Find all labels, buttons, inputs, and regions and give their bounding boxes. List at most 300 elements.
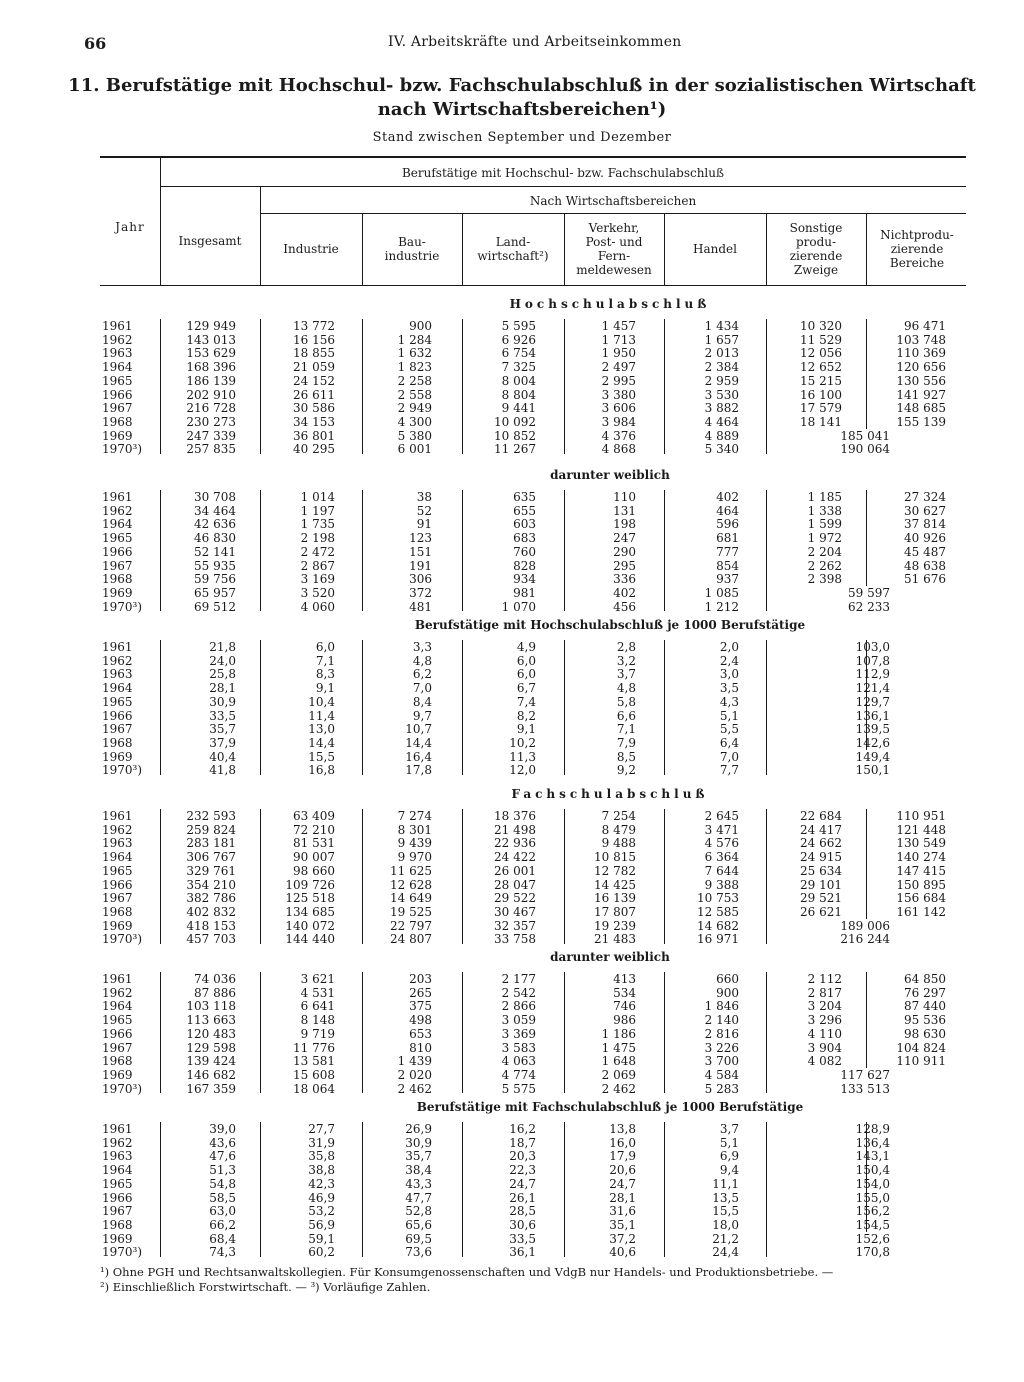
value-cell: 17 807: [594, 904, 636, 919]
value-cell: 934: [513, 572, 536, 587]
table-row: [0, 1191, 1024, 1205]
value-cell: 9 441: [501, 401, 536, 416]
value-cell: 24 417: [800, 822, 842, 837]
value-cell: 3 530: [704, 387, 739, 402]
year-cell: 1963: [102, 1149, 133, 1164]
table-row: [0, 1082, 1024, 1096]
value-cell: 90 007: [293, 850, 335, 865]
year-cell: 1963: [102, 667, 133, 682]
value-cell: 54,8: [209, 1176, 236, 1191]
table-row: [0, 1245, 1024, 1259]
value-cell: 1 823: [397, 360, 432, 375]
value-cell: 2 816: [704, 1026, 739, 1041]
value-cell: 413: [613, 972, 636, 986]
value-cell: 6,0: [516, 653, 536, 668]
value-cell: 1 338: [807, 503, 842, 518]
value-cell: 7,4: [516, 694, 536, 709]
value-cell: 12 056: [800, 346, 842, 361]
value-cell: 140 072: [285, 918, 335, 933]
value-cell: 10 815: [594, 850, 636, 865]
value-cell: 1 475: [601, 1040, 636, 1055]
value-cell: 59,1: [308, 1231, 335, 1246]
value-cell: 129 949: [186, 319, 236, 333]
value-cell: 12 782: [594, 863, 636, 878]
value-cell: 354 210: [186, 877, 236, 892]
value-cell: 56,9: [308, 1217, 335, 1232]
value-cell: 4 063: [501, 1054, 536, 1069]
value-cell: 4 376: [601, 428, 636, 443]
value-cell: 156,2: [855, 1204, 890, 1219]
value-cell: 3 380: [601, 387, 636, 402]
value-cell: 336: [613, 572, 636, 587]
year-cell: 1967: [102, 558, 133, 573]
table-row: [0, 333, 1024, 347]
value-cell: 7 254: [601, 809, 636, 823]
value-cell: 683: [513, 531, 536, 546]
value-cell: 46 830: [194, 531, 236, 546]
value-cell: 3 700: [704, 1054, 739, 1069]
value-cell: 153 629: [186, 346, 236, 361]
year-cell: 1968: [102, 572, 133, 587]
value-cell: 17,8: [405, 763, 432, 778]
value-cell: 24 915: [800, 850, 842, 865]
year-cell: 1968: [102, 1217, 133, 1232]
value-cell: 6,4: [719, 735, 739, 750]
value-cell: 603: [513, 517, 536, 532]
header-group: Berufstätige mit Hochschul- bzw. Fachschulabschluß: [401, 166, 725, 180]
year-cell: 1970³): [102, 1245, 143, 1260]
value-cell: 259 824: [186, 822, 236, 837]
value-cell: 3 296: [807, 1013, 842, 1028]
year-cell: 1961: [102, 809, 133, 823]
table-title: [60, 74, 984, 122]
value-cell: 4,9: [516, 640, 536, 654]
year-cell: 1970³): [102, 599, 143, 614]
value-cell: 52: [416, 503, 432, 518]
value-cell: 98 630: [904, 1026, 946, 1041]
value-cell: 30,6: [509, 1217, 536, 1232]
value-cell: 121,4: [855, 681, 890, 696]
value-cell: 69,5: [405, 1231, 432, 1246]
value-cell: 7,1: [616, 722, 636, 737]
value-cell: 10,7: [405, 722, 432, 737]
value-cell: 28,5: [509, 1204, 536, 1219]
value-cell: 1 457: [601, 319, 636, 333]
value-cell: 18,7: [509, 1135, 536, 1150]
value-cell: 4 300: [397, 414, 432, 429]
header-divider-5: [766, 213, 767, 285]
value-cell: 418 153: [186, 918, 236, 933]
value-cell: 3 204: [807, 999, 842, 1014]
value-cell: 20,6: [609, 1163, 636, 1178]
table-row: [0, 1218, 1024, 1232]
year-cell: 1961: [102, 1122, 133, 1136]
value-cell: 4 110: [807, 1026, 842, 1041]
value-cell: 9 719: [300, 1026, 335, 1041]
value-cell: 402 832: [186, 904, 236, 919]
value-cell: 87 886: [194, 985, 236, 1000]
value-cell: 28 047: [494, 877, 536, 892]
value-cell: 2,0: [719, 640, 739, 654]
value-cell: 24,4: [712, 1245, 739, 1260]
year-cell: 1965: [102, 373, 133, 388]
value-cell: 202 910: [186, 387, 236, 402]
value-cell: 186 139: [186, 373, 236, 388]
value-cell: 17 579: [800, 401, 842, 416]
year-cell: 1970³): [102, 932, 143, 947]
year-cell: 1964: [102, 360, 133, 375]
value-cell: 22 684: [800, 809, 842, 823]
value-cell: 464: [716, 503, 739, 518]
header-group-rule: [160, 186, 966, 187]
year-cell: 1961: [102, 640, 133, 654]
value-cell: 21 483: [594, 932, 636, 947]
table-row: [0, 850, 1024, 864]
value-cell: 5 340: [704, 442, 739, 457]
value-cell: 52,8: [405, 1204, 432, 1219]
value-cell: 156 684: [896, 891, 946, 906]
value-cell: 141 927: [896, 387, 946, 402]
value-cell: 2 462: [601, 1081, 636, 1096]
value-cell: 11 776: [293, 1040, 335, 1055]
value-cell: 15 215: [800, 373, 842, 388]
table-row: [0, 986, 1024, 1000]
value-cell: 12 652: [800, 360, 842, 375]
value-cell: 653: [409, 1026, 432, 1041]
value-cell: 144 440: [285, 932, 335, 947]
value-cell: 1 070: [501, 599, 536, 614]
year-cell: 1962: [102, 503, 133, 518]
header-bottom-rule: [100, 285, 966, 286]
value-cell: 112,9: [855, 667, 890, 682]
year-cell: 1968: [102, 1054, 133, 1069]
value-cell: 18 855: [293, 346, 335, 361]
value-cell: 21 059: [293, 360, 335, 375]
value-cell: 22 936: [494, 836, 536, 851]
year-cell: 1967: [102, 891, 133, 906]
value-cell: 7 325: [501, 360, 536, 375]
year-cell: 1970³): [102, 442, 143, 457]
value-cell: 152,6: [855, 1231, 890, 1246]
value-cell: 746: [613, 999, 636, 1014]
value-cell: 140 274: [896, 850, 946, 865]
value-cell: 40 926: [904, 531, 946, 546]
value-cell: 2 140: [704, 1013, 739, 1028]
value-cell: 154,5: [855, 1217, 890, 1232]
value-cell: 3 621: [300, 972, 335, 986]
value-cell: 8,5: [616, 749, 636, 764]
value-cell: 7,1: [315, 653, 335, 668]
value-cell: 2 817: [807, 985, 842, 1000]
table-row: [0, 586, 1024, 600]
value-cell: 185 041: [840, 428, 890, 443]
value-cell: 4 060: [300, 599, 335, 614]
value-cell: 81 531: [293, 836, 335, 851]
value-cell: 60,2: [308, 1245, 335, 1260]
table-row: [0, 1163, 1024, 1177]
value-cell: 30 467: [494, 904, 536, 919]
value-cell: 2 959: [704, 373, 739, 388]
value-cell: 5,1: [719, 708, 739, 723]
value-cell: 10 753: [697, 891, 739, 906]
value-cell: 139 424: [186, 1054, 236, 1069]
value-cell: 36 801: [293, 428, 335, 443]
value-cell: 16 156: [293, 332, 335, 347]
value-cell: 22,3: [509, 1163, 536, 1178]
value-cell: 51,3: [209, 1163, 236, 1178]
table-row: [0, 517, 1024, 531]
value-cell: 13,5: [712, 1190, 739, 1205]
value-cell: 14 425: [594, 877, 636, 892]
value-cell: 5,5: [719, 722, 739, 737]
year-cell: 1970³): [102, 763, 143, 778]
column-header: Land- wirtschaft²): [477, 235, 549, 263]
value-cell: 230 273: [186, 414, 236, 429]
value-cell: 375: [409, 999, 432, 1014]
value-cell: 4,3: [719, 694, 739, 709]
table-row: [0, 1013, 1024, 1027]
value-cell: 3,7: [719, 1122, 739, 1136]
value-cell: 306: [409, 572, 432, 587]
value-cell: 37,2: [609, 1231, 636, 1246]
year-cell: 1962: [102, 822, 133, 837]
value-cell: 15 608: [293, 1067, 335, 1082]
year-cell: 1964: [102, 517, 133, 532]
value-cell: 16,4: [405, 749, 432, 764]
page-number: 66: [84, 34, 107, 53]
value-cell: 986: [613, 1013, 636, 1028]
year-cell: 1964: [102, 850, 133, 865]
value-cell: 58,5: [209, 1190, 236, 1205]
table-row: [0, 864, 1024, 878]
value-cell: 7,9: [616, 735, 636, 750]
value-cell: 142,6: [855, 735, 890, 750]
value-cell: 21,8: [209, 640, 236, 654]
value-cell: 247: [613, 531, 636, 546]
value-cell: 155 139: [896, 414, 946, 429]
value-cell: 47,7: [405, 1190, 432, 1205]
value-cell: 73,6: [405, 1245, 432, 1260]
value-cell: 2 949: [397, 401, 432, 416]
value-cell: 33 758: [494, 932, 536, 947]
value-cell: 161 142: [896, 904, 946, 919]
value-cell: 125 518: [285, 891, 335, 906]
year-cell: 1965: [102, 1176, 133, 1191]
year-cell: 1965: [102, 1013, 133, 1028]
value-cell: 6 754: [501, 346, 536, 361]
value-cell: 9,1: [516, 722, 536, 737]
value-cell: 3,2: [616, 653, 636, 668]
value-cell: 2 112: [807, 972, 842, 986]
value-cell: 52 141: [194, 544, 236, 559]
table-row: [0, 654, 1024, 668]
value-cell: 38,4: [405, 1163, 432, 1178]
value-cell: 13,0: [308, 722, 335, 737]
year-cell: 1961: [102, 319, 133, 333]
table-row: [0, 415, 1024, 429]
value-cell: 6,9: [719, 1149, 739, 1164]
section-heading: darunter weiblich: [550, 468, 670, 482]
value-cell: 382 786: [186, 891, 236, 906]
value-cell: 134 685: [285, 904, 335, 919]
footnote-1: ¹) Ohne PGH und Rechtsanwaltskollegien. Für Konsumgenossenschaften und VdgB nur Handels- und Produktionsbetriebe. —: [100, 1265, 834, 1279]
value-cell: 14,4: [308, 735, 335, 750]
value-cell: 4 774: [501, 1067, 536, 1082]
value-cell: 5 380: [397, 428, 432, 443]
table-row: [0, 1232, 1024, 1246]
table-row: [0, 1041, 1024, 1055]
year-cell: 1968: [102, 735, 133, 750]
value-cell: 46,9: [308, 1190, 335, 1205]
value-cell: 2 497: [601, 360, 636, 375]
value-cell: 136,4: [855, 1135, 890, 1150]
table-row: [0, 1149, 1024, 1163]
value-cell: 1 186: [601, 1026, 636, 1041]
value-cell: 11 529: [800, 332, 842, 347]
value-cell: 21,2: [712, 1231, 739, 1246]
value-cell: 38: [416, 490, 432, 504]
value-cell: 146 682: [186, 1067, 236, 1082]
value-cell: 143,1: [855, 1149, 890, 1164]
table-row: [0, 1136, 1024, 1150]
value-cell: 4 889: [704, 428, 739, 443]
value-cell: 139,5: [855, 722, 890, 737]
value-cell: 3,0: [719, 667, 739, 682]
column-header: Bau- industrie: [384, 235, 440, 263]
value-cell: 3 471: [704, 822, 739, 837]
value-cell: 151: [409, 544, 432, 559]
year-cell: 1968: [102, 904, 133, 919]
value-cell: 30,9: [209, 694, 236, 709]
header-subgroup-rule: [260, 213, 966, 214]
value-cell: 1 972: [807, 531, 842, 546]
year-cell: 1967: [102, 1204, 133, 1219]
value-cell: 937: [716, 572, 739, 587]
value-cell: 1 197: [300, 503, 335, 518]
value-cell: 2 462: [397, 1081, 432, 1096]
value-cell: 3 059: [501, 1013, 536, 1028]
value-cell: 55 935: [194, 558, 236, 573]
value-cell: 37 814: [904, 517, 946, 532]
value-cell: 1 657: [704, 332, 739, 347]
value-cell: 402: [613, 585, 636, 600]
value-cell: 8 004: [501, 373, 536, 388]
value-cell: 854: [716, 558, 739, 573]
value-cell: 1 950: [601, 346, 636, 361]
value-cell: 596: [716, 517, 739, 532]
value-cell: 6 364: [704, 850, 739, 865]
value-cell: 2 472: [300, 544, 335, 559]
value-cell: 290: [613, 544, 636, 559]
year-cell: 1967: [102, 1040, 133, 1055]
value-cell: 11,1: [712, 1176, 739, 1191]
value-cell: 9 388: [704, 877, 739, 892]
value-cell: 131: [613, 503, 636, 518]
table-row: [0, 1177, 1024, 1191]
value-cell: 59 597: [848, 585, 890, 600]
year-cell: 1963: [102, 836, 133, 851]
value-cell: 9,4: [719, 1163, 739, 1178]
value-cell: 16,2: [509, 1122, 536, 1136]
value-cell: 3 984: [601, 414, 636, 429]
value-cell: 133 513: [840, 1081, 890, 1096]
year-cell: 1966: [102, 1026, 133, 1041]
value-cell: 9,2: [616, 763, 636, 778]
header-subgroup: Nach Wirtschaftsbereichen: [529, 194, 697, 208]
year-cell: 1969: [102, 749, 133, 764]
value-cell: 18 064: [293, 1081, 335, 1096]
value-cell: 7,0: [719, 749, 739, 764]
year-cell: 1966: [102, 877, 133, 892]
value-cell: 168 396: [186, 360, 236, 375]
table-row: [0, 891, 1024, 905]
value-cell: 107,8: [855, 653, 890, 668]
value-cell: 40 295: [293, 442, 335, 457]
year-cell: 1966: [102, 544, 133, 559]
value-cell: 4 464: [704, 414, 739, 429]
value-cell: 11,4: [308, 708, 335, 723]
value-cell: 3 904: [807, 1040, 842, 1055]
table-row: [0, 972, 1024, 986]
column-header: Sonstige produ- zierende Zweige: [789, 221, 843, 277]
value-cell: 4 868: [601, 442, 636, 457]
value-cell: 190 064: [840, 442, 890, 457]
value-cell: 4 576: [704, 836, 739, 851]
year-cell: 1970³): [102, 1081, 143, 1096]
value-cell: 6,7: [516, 681, 536, 696]
value-cell: 26 001: [494, 863, 536, 878]
value-cell: 3,3: [412, 640, 432, 654]
footnotes: [100, 1265, 980, 1295]
table-row: [0, 823, 1024, 837]
value-cell: 1 439: [397, 1054, 432, 1069]
value-cell: 35,7: [405, 1149, 432, 1164]
year-cell: 1961: [102, 972, 133, 986]
value-cell: 147 415: [896, 863, 946, 878]
table-row: [0, 736, 1024, 750]
value-cell: 7,0: [412, 681, 432, 696]
value-cell: 103 748: [896, 332, 946, 347]
value-cell: 16 139: [594, 891, 636, 906]
year-cell: 1964: [102, 999, 133, 1014]
value-cell: 103,0: [855, 640, 890, 654]
table-row: [0, 681, 1024, 695]
value-cell: 14 649: [390, 891, 432, 906]
value-cell: 30,9: [405, 1135, 432, 1150]
year-cell: 1965: [102, 694, 133, 709]
table-row: [0, 442, 1024, 456]
value-cell: 25,8: [209, 667, 236, 682]
value-cell: 2 542: [501, 985, 536, 1000]
value-cell: 14 682: [697, 918, 739, 933]
value-cell: 2 384: [704, 360, 739, 375]
table-row: [0, 640, 1024, 654]
value-cell: 167 359: [186, 1081, 236, 1096]
value-cell: 306 767: [186, 850, 236, 865]
table-row: [0, 1054, 1024, 1068]
table-row: [0, 1122, 1024, 1136]
value-cell: 34 464: [194, 503, 236, 518]
value-cell: 155,0: [855, 1190, 890, 1205]
value-cell: 10,2: [509, 735, 536, 750]
value-cell: 42,3: [308, 1176, 335, 1191]
value-cell: 13 581: [293, 1054, 335, 1069]
value-cell: 11,3: [509, 749, 536, 764]
table-row: [0, 709, 1024, 723]
value-cell: 69 512: [194, 599, 236, 614]
year-cell: 1969: [102, 585, 133, 600]
value-cell: 8 148: [300, 1013, 335, 1028]
